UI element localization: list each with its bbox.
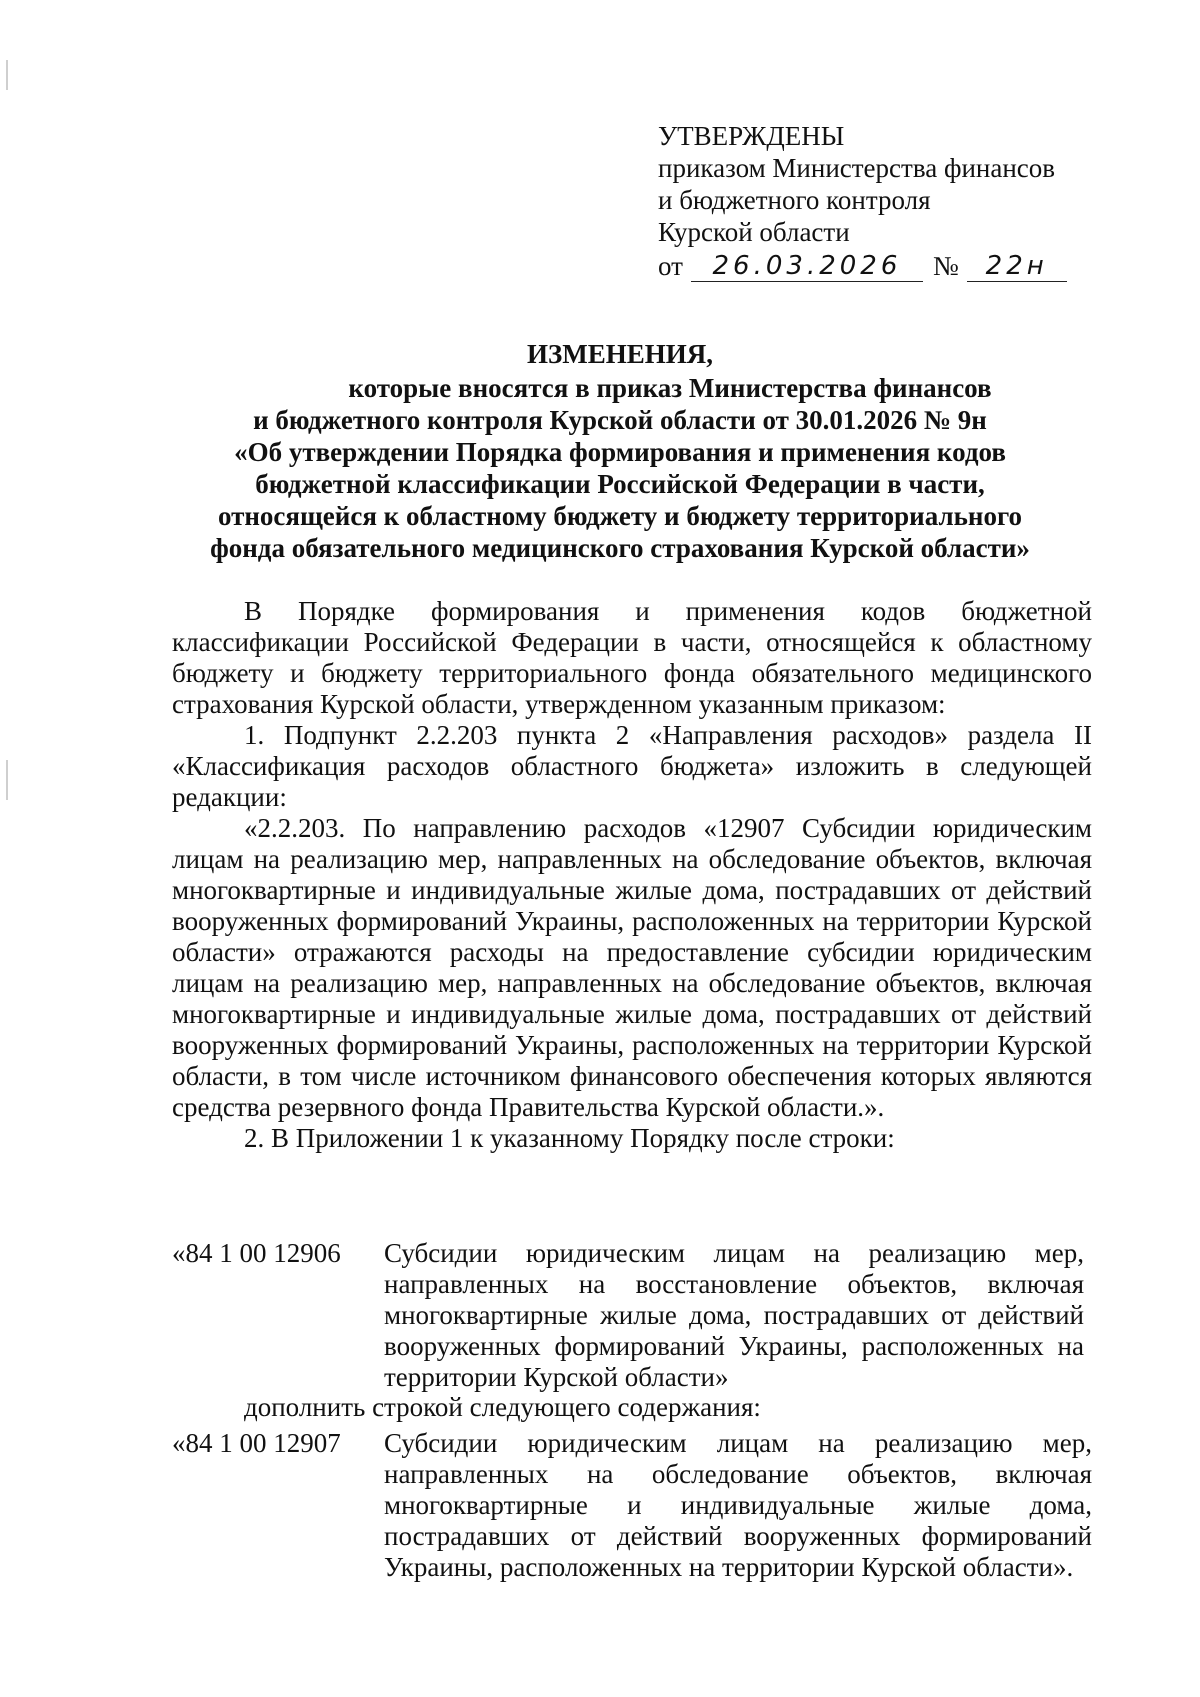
- document-body: [172, 596, 1092, 1154]
- from-label: от: [658, 251, 683, 281]
- approval-line: приказом Министерства финансов: [658, 153, 1056, 183]
- code-row-existing: [172, 1238, 1092, 1393]
- intro-paragraph: В Порядке формирования и применения кодов бюджетной классификации Российской Федерации в части, относящейся к областному бюджету и бюджету территориального фонда обязательного медицинского страхования Курской области, утвержденном указанным приказом:: [172, 596, 1092, 719]
- approval-stamp-block: [658, 120, 1098, 282]
- handwritten-number: 22н: [967, 251, 1067, 282]
- item-1-text-paragraph: «2.2.203. По направлению расходов «12907 Субсидии юридическим лицам на реализацию мер, направленных на обследование объектов, включая многоквартирные и индивидуальные жилые дома, пострадавших от действий вооруженных формирований Украины, расположенных на территории Курской области» отражаются расходы на предоставление субсидии юридическим лицам на реализацию мер, направленных на обследование объектов, включая многоквартирные и индивидуальные жилые дома, пострадавших от действий вооруженных формирований Украины, расположенных на территории Курской области, в том числе источником финансового обеспечения которых являются средства резервного фонда Правительства Курской области.».: [172, 813, 1092, 1122]
- title-line: фонда обязательного медицинского страхования Курской области»: [210, 533, 1030, 563]
- item-2-paragraph: 2. В Приложении 1 к указанному Порядку после строки:: [244, 1123, 895, 1153]
- approval-line: и бюджетного контроля: [658, 185, 931, 215]
- item-1-paragraph: 1. Подпункт 2.2.203 пункта 2 «Направления расходов» раздела II «Классификация расходов областного бюджета» изложить в следующей редакции:: [172, 720, 1092, 812]
- title-line: бюджетной классификации Российской Федерации в части,: [255, 469, 985, 499]
- scan-margin-mark: [6, 60, 8, 90]
- title-line: которые вносятся в приказ Министерства финансов: [348, 373, 992, 403]
- row-description: Субсидии юридическим лицам на реализацию мер, направленных на обследование объектов, включая многоквартирные и индивидуальные жилые дома, пострадавших от действий вооруженных формирований Украины, расположенных на территории Курской области».: [384, 1428, 1092, 1582]
- approval-heading: УТВЕРЖДЕНЫ: [658, 121, 845, 151]
- row-code: «84 1 00 12907: [172, 1428, 341, 1458]
- order-date-number: [658, 250, 1098, 282]
- title-line: относящейся к областному бюджету и бюджету территориального: [217, 501, 1023, 531]
- number-label: №: [932, 251, 959, 281]
- row-description: Субсидии юридическим лицам на реализацию мер, направленных на восстановление объектов, включая многоквартирные жилые дома, пострадавших от действий вооруженных формирований Украины, расположенных на территории Курской области»: [384, 1238, 1084, 1392]
- document-title: [160, 338, 1080, 564]
- code-row-new: [172, 1428, 1092, 1583]
- handwritten-date: 26.03.2026: [691, 251, 923, 282]
- title-line: «Об утверждении Порядка формирования и применения кодов: [234, 437, 1006, 467]
- title-line: и бюджетного контроля Курской области от 30.01.2026 № 9н: [253, 405, 987, 435]
- row-code: «84 1 00 12906: [172, 1238, 341, 1268]
- scan-margin-mark: [6, 760, 8, 800]
- supplement-line: дополнить строкой следующего содержания:: [244, 1392, 761, 1422]
- approval-line: Курской области: [658, 217, 850, 247]
- title-heading: ИЗМЕНЕНИЯ,: [526, 339, 713, 369]
